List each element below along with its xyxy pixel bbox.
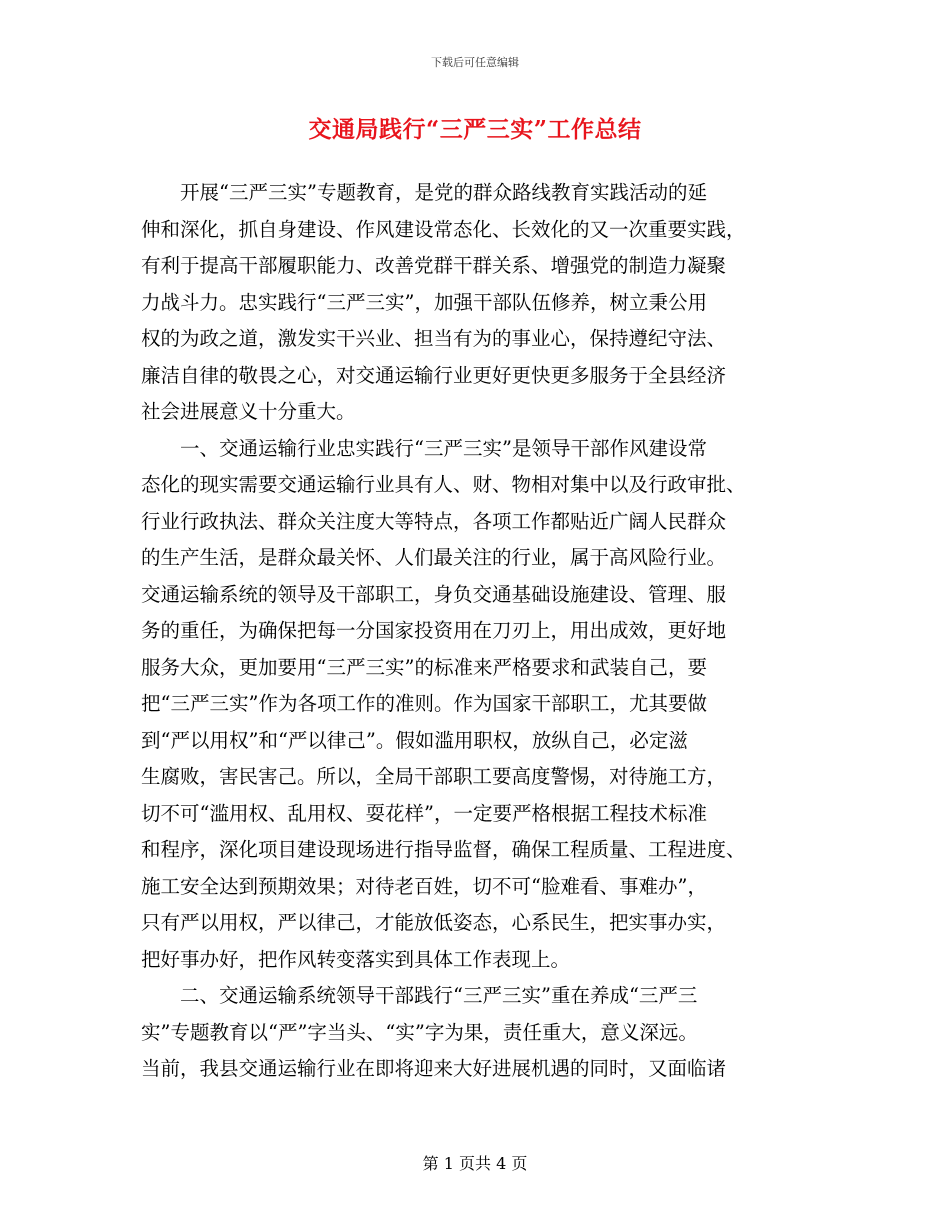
body-line: 交通运输系统的领导及干部职工，身负交通基础设施建设、管理、服	[141, 582, 727, 606]
body-line: 力战斗力。忠实践行“三严三实”，加强干部队伍修养，树立秉公用	[141, 290, 707, 314]
body-line: 的生产生活，是群众最关怀、人们最关注的行业，属于高风险行业。	[141, 546, 727, 569]
body-line: 生腐败，害民害己。所以，全局干部职工要高度警惕，对待施工方，	[141, 765, 727, 788]
body-line: 廉洁自律的敬畏之心，对交通运输行业更好更快更多服务于全县经济	[141, 363, 727, 387]
page-number-footer: 第 1 页共 4 页	[422, 1154, 528, 1173]
body-line: 伸和深化，抓自身建设、作风建设常态化、长效化的又一次重要实践，	[141, 217, 746, 241]
body-line: 态化的现实需要交通运输行业具有人、财、物相对集中以及行政审批、	[141, 473, 746, 496]
body-line: 社会进展意义十分重大。	[141, 400, 356, 423]
body-line: 把“三严三实”作为各项工作的准则。作为国家干部职工，尤其要做	[141, 692, 707, 715]
body-line: 把好事办好，把作风转变落实到具体工作表现上。	[141, 947, 571, 971]
body-line: 实”专题教育以“严”字当头、“实”字为果，责任重大，意义深远。	[141, 1020, 698, 1044]
body-line: 当前，我县交通运输行业在即将迎来大好进展机遇的同时，又面临诸	[141, 1057, 727, 1080]
body-line: 务的重任，为确保把每一分国家投资用在刀刃上，用出成效，更好地	[141, 619, 727, 642]
body-line: 切不可“滥用权、乱用权、耍花样”，一定要严格根据工程技术标准	[141, 801, 707, 825]
body-line: 和程序，深化项目建设现场进行指导监督，确保工程质量、工程进度、	[141, 838, 746, 861]
document-body	[141, 175, 809, 1088]
body-line: 开展“三严三实”专题教育，是党的群众路线教育实践活动的延	[141, 181, 707, 204]
header-note: 下载后可任意编辑	[431, 56, 519, 69]
body-line: 有利于提高干部履职能力、改善党群干群关系、增强党的制造力凝聚	[141, 254, 727, 277]
body-line: 一、交通运输行业忠实践行“三严三实”是领导干部作风建设常	[141, 436, 707, 460]
body-line: 二、交通运输系统领导干部践行“三严三实”重在养成“三严三	[141, 984, 698, 1007]
document-title: 交通局践行“三严三实”工作总结	[308, 116, 642, 143]
body-line: 权的为政之道，激发实干兴业、担当有为的事业心，保持遵纪守法、	[141, 327, 727, 350]
body-line: 到“严以用权”和“严以律己”。假如滥用职权，放纵自己，必定滋	[141, 728, 688, 752]
body-line: 服务大众，更加要用“三严三实”的标准来严格要求和武装自己，要	[141, 655, 707, 679]
body-line: 只有严以用权，严以律己，才能放低姿态，心系民生，把实事办实，	[141, 911, 727, 934]
body-line: 施工安全达到预期效果；对待老百姓，切不可“脸难看、事难办”，	[141, 874, 707, 898]
body-line: 行业行政执法、群众关注度大等特点，各项工作都贴近广阔人民群众	[141, 509, 727, 533]
